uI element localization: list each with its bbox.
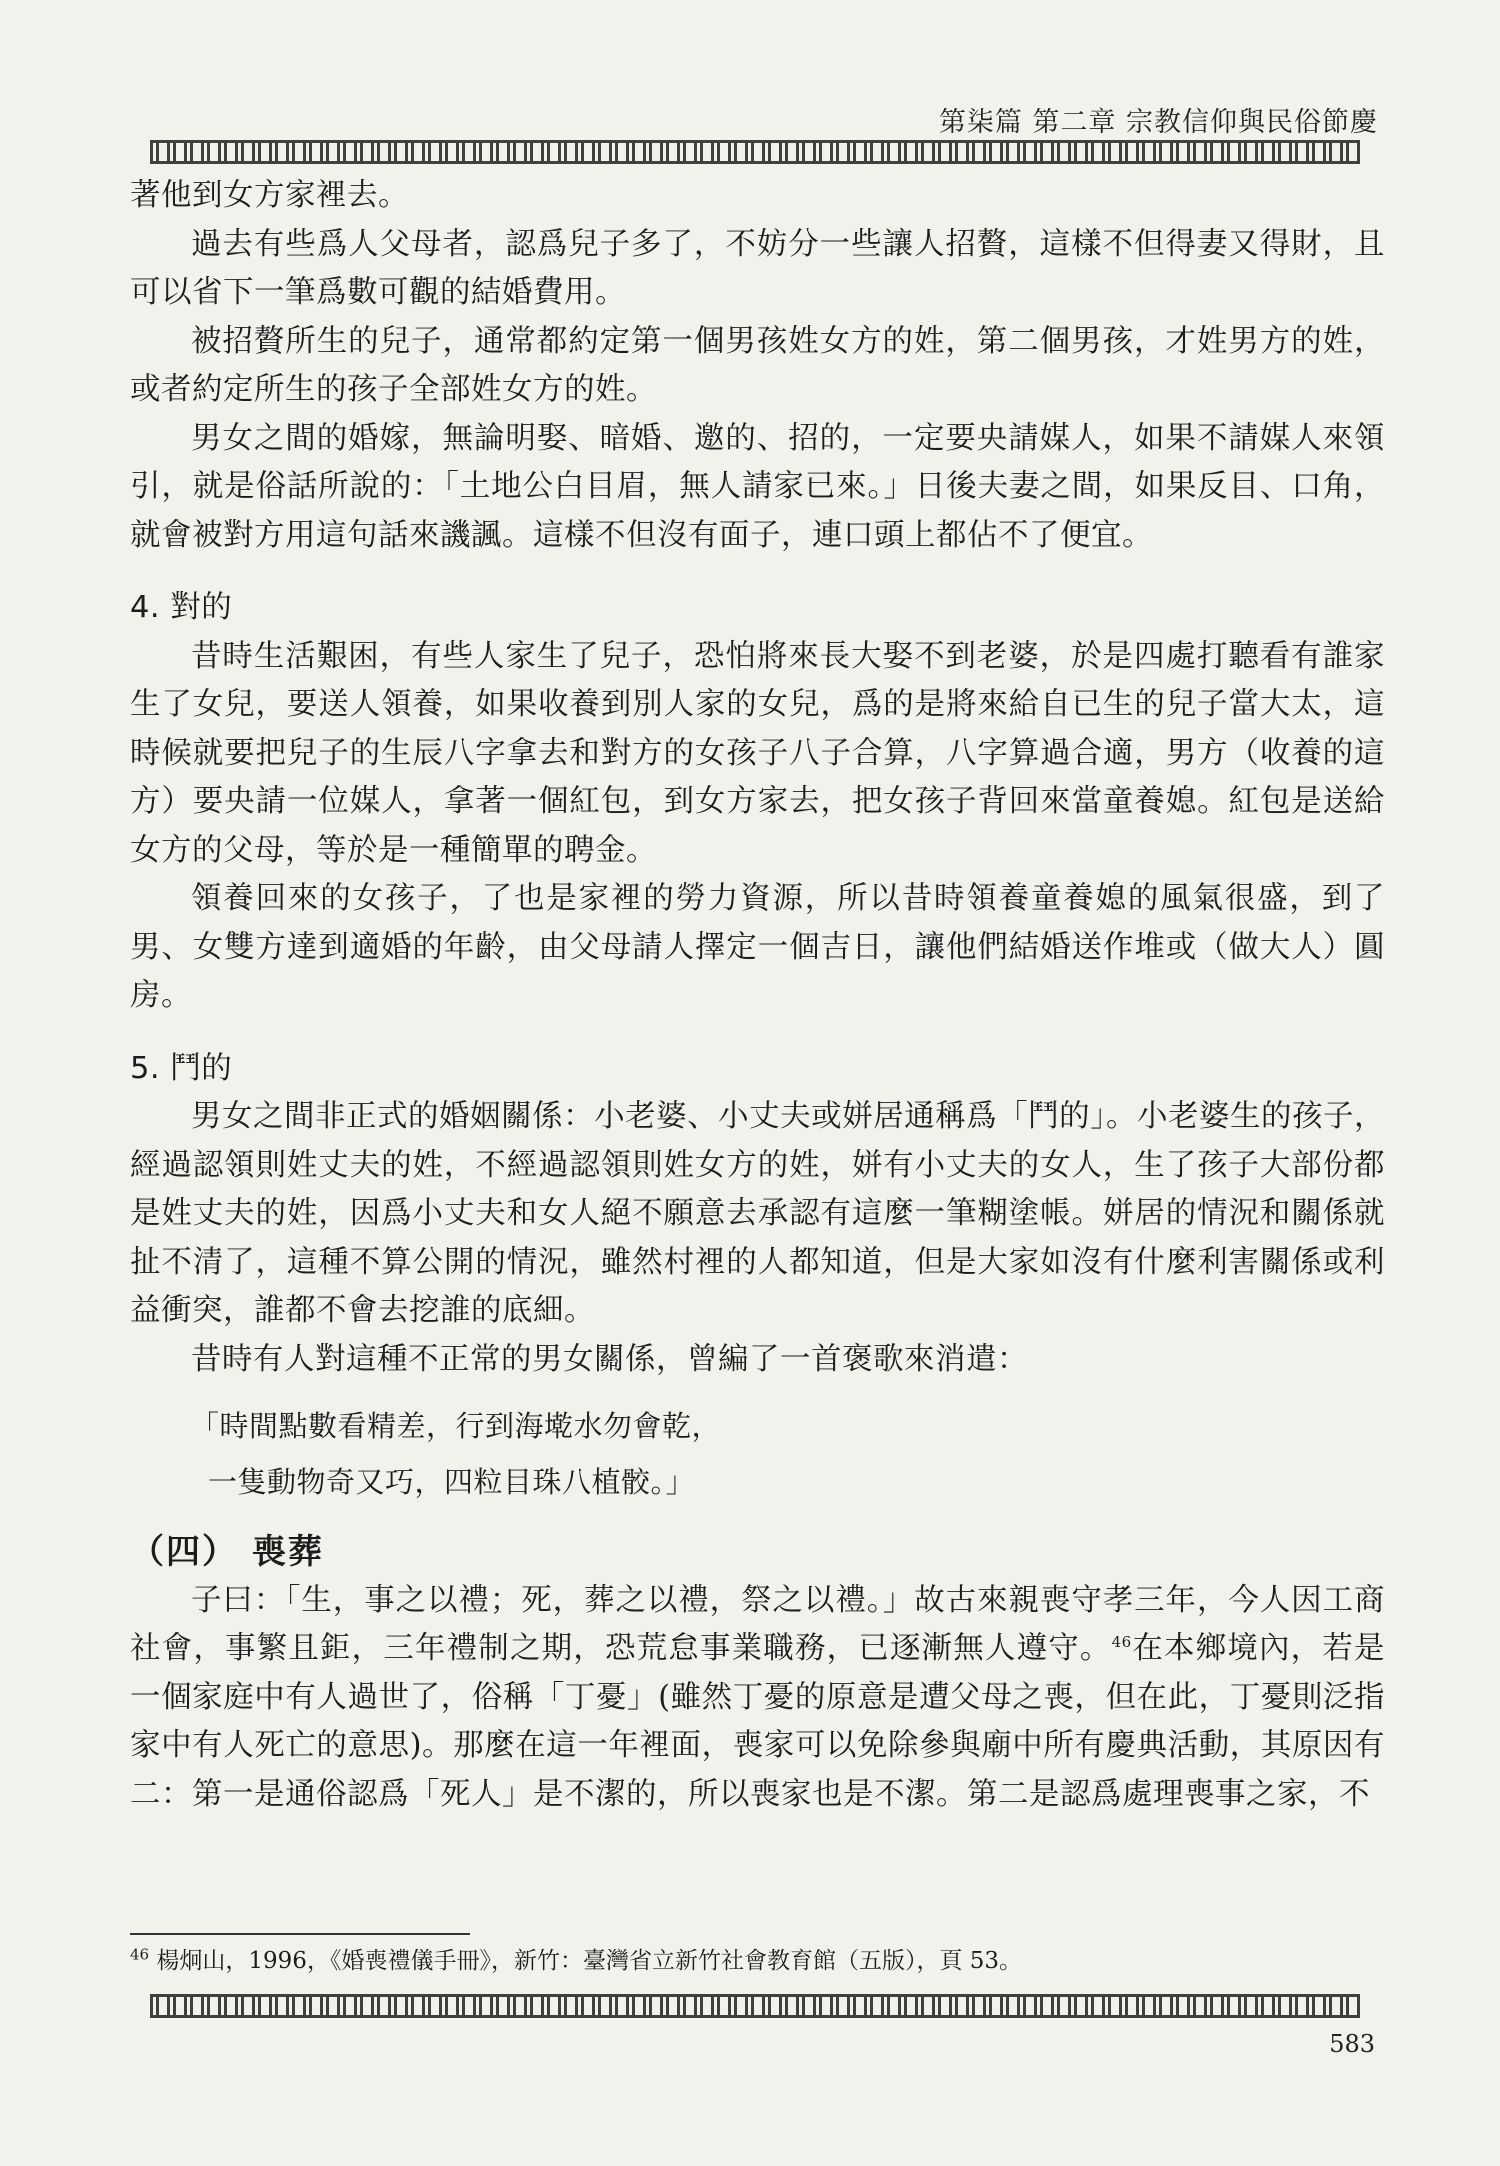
footnote-rule (130, 1933, 470, 1935)
folk-song-quote (190, 1398, 1385, 1510)
paragraph-text: 在本鄉境內，若是一個家庭中有人過世了，俗稱「丁憂」(雖然丁憂的原意是遭父母之喪，但在此，丁憂則泛指家中有人死亡的意思)。那麼在這一年裡面，喪家可以免除參與廟中所有慶典活動，其原因有二：第一是通俗認爲「死人」是不潔的，所以喪家也是不潔。第二是認爲處理喪事之家，不 (130, 1631, 1386, 1812)
paragraph: 昔時生活艱困，有些人家生了兒子，恐怕將來長大娶不到老婆，於是四處打聽看有誰家生了女兒，要送人領養，如果收養到別人家的女兒，爲的是將來給自已生的兒子當大太，這時候就要把兒子的生辰八字拿去和對方的女孩子八子合算，八字算過合適，男方（收養的這方）要央請一位媒人，拿著一個紅包，到女方家去，把女孩子背回來當童養媳。紅包是送給女方的父母，等於是一種簡單的聘金。 (130, 638, 1385, 868)
paragraph: 昔時有人對這種不正常的男女關係，曾編了一首褒歌來消遣： (191, 1341, 1028, 1377)
paragraph: 過去有些爲人父母者，認爲兒子多了，不妨分一些讓人招贅，這樣不但得妻又得財，且可以省下一筆爲數可觀的結婚費用。 (130, 226, 1385, 310)
running-head: 第柒篇 第二章 宗教信仰與民俗節慶 (938, 107, 1378, 138)
paragraph: 著他到女方家裡去。 (130, 178, 409, 213)
top-border-ornament (150, 140, 1360, 164)
paragraph: 領養回來的女孩子，了也是家裡的勞力資源，所以昔時領養童養媳的風氣很盛，到了男、女雙方達到適婚的年齡，由父母請人擇定一個吉日，讓他們結婚送作堆或（做大人）圓房。 (130, 881, 1385, 1013)
footnote (130, 1946, 1360, 1976)
footnote-text: 楊炯山，1996，《婚喪禮儀手冊》，新竹：臺灣省立新竹社會教育館（五版），頁 53。 (156, 1948, 1023, 1974)
footnote-ref: 46 (1111, 1632, 1132, 1651)
body-text (130, 172, 1385, 1819)
subsection-heading-5: 5. 鬥的 (130, 1050, 233, 1086)
paragraph: 男女之間的婚嫁，無論明娶、暗婚、邀的、招的，一定要央請媒人，如果不請媒人來領引，就是俗話所說的：「土地公白目眉，無人請家已來。」日後夫妻之間，如果反目、口角，就會被對方用這句話來譏諷。這樣不但沒有面子，連口頭上都佔不了便宜。 (130, 420, 1385, 553)
bottom-border-ornament (150, 1994, 1360, 2018)
paragraph-text: 子曰：「生，事之以禮；死，葬之以禮，祭之以禮。」故古來親喪守孝三年，今人因工商社會，事繁且鉅，三年禮制之期，恐荒怠事業職務，已逐漸無人遵守。 (130, 1582, 1385, 1666)
subsection-heading-4: 4. 對的 (130, 590, 233, 625)
paragraph: 男女之間非正式的婚姻關係：小老婆、小丈夫或姘居通稱爲「鬥的」。小老婆生的孩子，經過認領則姓丈夫的姓，不經過認領則姓女方的姓，姘有小丈夫的女人，生了孩子大部份都是姓丈夫的姓，因爲小丈夫和女人絕不願意去承認有這麼一筆糊塗帳。姘居的情況和關係就扯不清了，這種不算公開的情況，雖然村裡的人都知道，但是大家如沒有什麼利害關係或利益衝突，誰都不會去挖誰的底細。 (130, 1099, 1385, 1328)
poem-line: 「時間點數看精差，行到海墘水勿會乾， (190, 1409, 722, 1443)
section-title: （四） 喪葬 (130, 1532, 324, 1572)
footnote-number: 46 (130, 1945, 150, 1964)
paragraph (130, 1577, 1385, 1820)
paragraph: 被招贅所生的兒子，通常都約定第一個男孩姓女方的姓，第二個男孩，才姓男方的姓，或者約定所生的孩子全部姓女方的姓。 (130, 323, 1385, 407)
page-number: 583 (1329, 2030, 1375, 2058)
poem-line: 一隻動物奇又巧，四粒目珠八植骹。」 (208, 1465, 696, 1499)
